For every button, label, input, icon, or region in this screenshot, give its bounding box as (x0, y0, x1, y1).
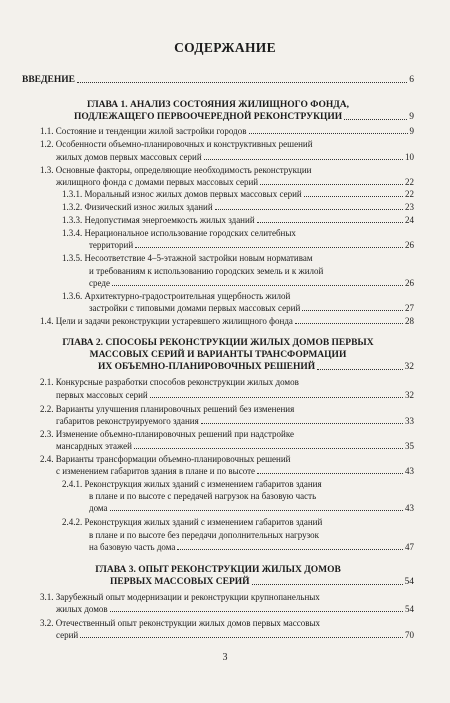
dot-leader (249, 132, 408, 134)
toc-entry-line (62, 215, 414, 225)
toc-entry-line (40, 316, 414, 326)
toc-entry-text: серий (56, 630, 79, 640)
toc-page-number: 26 (405, 240, 414, 250)
toc-page-number: 10 (405, 152, 414, 162)
toc-entry-text: 2.2. Варианты улучшения планировочных решений без изменения (40, 404, 295, 414)
toc-entry-text: 1.1. Состояние и тенденции жилой застройки городов (40, 126, 247, 136)
dot-leader (80, 636, 403, 638)
toc-entry-line (62, 517, 414, 527)
toc-page-number: 32 (404, 362, 414, 372)
dot-leader (317, 368, 402, 370)
toc-page-number: 43 (405, 466, 414, 476)
toc-page-number: 54 (405, 604, 414, 614)
toc-chapter-line (22, 565, 414, 575)
toc-chapter-line (22, 350, 414, 360)
toc-page-number: 28 (405, 316, 414, 326)
toc-page-number: 22 (405, 177, 414, 187)
toc-entry-text: 1.3.1. Моральный износ жилых домов первых массовых серий (62, 189, 302, 199)
toc-page-number: 54 (404, 577, 414, 587)
toc-entry-text: первых массовых серий (56, 390, 148, 400)
toc-entry-line (89, 266, 414, 276)
toc-entry-text: 1.3.3. Недопустимая энергоемкость жилых зданий (62, 215, 255, 225)
toc-page-number: 23 (405, 202, 414, 212)
toc-entry-text: 1.2. Особенности объемно-планировочных и конструктивных решений (40, 139, 313, 149)
toc-entry-text: жилых домов первых массовых серий (56, 152, 202, 162)
dot-leader (112, 284, 403, 286)
toc-entry-text: 2.4.2. Реконструкция жилых зданий с изменением габаритов зданий (62, 517, 323, 527)
toc-entry-line (40, 429, 414, 439)
toc-chapter-line (22, 75, 414, 85)
toc-entry-line (40, 454, 414, 464)
toc-entry-text: мансардных этажей (56, 441, 132, 451)
toc-chapter-line (74, 112, 414, 122)
dot-leader (295, 322, 403, 324)
toc-page-number: 24 (405, 215, 414, 225)
toc-entry-line (56, 152, 414, 162)
dot-leader (150, 396, 403, 398)
toc-chapter-line (22, 100, 414, 110)
toc-entry-line (56, 630, 414, 640)
toc-entry-text: 3.1. Зарубежный опыт модернизации и реконструкции крупнопанельных (40, 592, 320, 602)
toc-page-number: 27 (405, 303, 414, 313)
toc-page-number: 26 (405, 278, 414, 288)
toc-entry-text: жилых домов (56, 604, 108, 614)
dot-leader (201, 422, 403, 424)
toc-page-number: 22 (405, 189, 414, 199)
toc-entry-line (40, 139, 414, 149)
toc-entry-text: и требованиям к использованию городских земель и к жилой (89, 266, 324, 276)
toc-entry-text: ГЛАВА 3. ОПЫТ РЕКОНСТРУКЦИИ ЖИЛЫХ ДОМОВ (95, 565, 341, 575)
toc-entry-line (89, 542, 414, 552)
toc-entry-line (40, 404, 414, 414)
toc-entry-text: ИХ ОБЪЕМНО-ПЛАНИРОВОЧНЫХ РЕШЕНИЙ (98, 362, 316, 372)
toc-page-number: 9 (409, 126, 414, 136)
dot-leader (110, 610, 403, 612)
toc-entry-text: 2.3. Изменение объемно-планировочных решений при надстройке (40, 429, 294, 439)
toc-entry-line (62, 291, 414, 301)
toc-entry-line (89, 503, 414, 513)
toc-entry-text: ВВЕДЕНИЕ (22, 75, 75, 85)
toc-entry-text: жилищного фонда с домами первых массовых серий (56, 177, 259, 187)
toc-entry-line (89, 240, 414, 250)
toc-entry-line (62, 189, 414, 199)
toc-entry-text: дома (89, 503, 108, 513)
page-number: 3 (222, 652, 228, 663)
toc-entry-line (89, 491, 414, 501)
toc-page-number: 6 (409, 75, 414, 85)
toc-entry-line (89, 303, 414, 313)
toc-entry-line (62, 253, 414, 263)
toc-entry-text: среде (89, 278, 110, 288)
dot-leader (344, 118, 407, 120)
toc-entry-line (40, 592, 414, 602)
toc-entry-text: 2.4.1. Реконструкция жилых зданий с изменением габаритов здания (62, 479, 322, 489)
toc-chapter-line (98, 362, 414, 372)
toc-entry-line (40, 618, 414, 628)
toc-entry-text: ГЛАВА 2. СПОСОБЫ РЕКОНСТРУКЦИИ ЖИЛЫХ ДОМОВ ПЕРВЫХ (62, 338, 374, 348)
toc-entry-text: застройки с типовыми домами первых массовых серий (89, 303, 301, 313)
dot-leader (177, 548, 403, 550)
toc-entry-text: габаритов реконструируемого здания (56, 416, 199, 426)
toc-entry-line (56, 177, 414, 187)
dot-leader (77, 81, 407, 83)
toc-chapter-line (110, 577, 414, 587)
toc-page-number: 9 (409, 112, 414, 122)
toc-entry-line (40, 126, 414, 136)
toc-page-number: 47 (405, 542, 414, 552)
toc-entry-text: ПЕРВЫХ МАССОВЫХ СЕРИЙ (110, 577, 250, 587)
toc-entry-text: 1.3.6. Архитектурно-градостроительная ущербность жилой (62, 291, 291, 301)
toc-entry-text: территорий (89, 240, 134, 250)
toc-entry-text: на базовую часть дома (89, 542, 176, 552)
toc-page-number: 70 (405, 630, 414, 640)
toc-entry-text: в плане и по высоте с передачей нагрузок на базовую часть (89, 491, 317, 501)
dot-leader (215, 208, 403, 210)
toc-entry-line (40, 377, 414, 387)
toc-entry-line (56, 604, 414, 614)
toc-entry-text: МАССОВЫХ СЕРИЙ И ВАРИАНТЫ ТРАНСФОРМАЦИИ (89, 350, 347, 360)
dot-leader (134, 447, 403, 449)
toc-entry-text: с изменением габаритов здания в плане и по высоте (56, 466, 256, 476)
dot-leader (302, 309, 403, 311)
toc-entry-line (56, 390, 414, 400)
toc-entry-text: 2.1. Конкурсные разработки способов реконструкции жилых домов (40, 377, 299, 387)
toc-entry-text: 1.3.4. Нерациональное использование городских селитебных (62, 228, 296, 238)
toc-page-number: 35 (405, 441, 414, 451)
toc-entry-line (89, 530, 414, 540)
dot-leader (110, 509, 403, 511)
toc-entry-text: ПОДЛЕЖАЩЕГО ПЕРВООЧЕРЕДНОЙ РЕКОНСТРУКЦИИ (74, 112, 343, 122)
toc-entry-line (56, 441, 414, 451)
toc-entry-text: 3.2. Отечественный опыт реконструкции жилых домов первых массовых (40, 618, 321, 628)
dot-leader (304, 195, 403, 197)
toc-entry-text: в плане и по высоте без передачи дополнительных нагрузок (89, 530, 320, 540)
toc-page-number: 32 (405, 390, 414, 400)
dot-leader (257, 221, 403, 223)
toc-entry-line (62, 228, 414, 238)
toc-entry-text: 2.4. Варианты трансформации объемно-планировочных решений (40, 454, 291, 464)
dot-leader (204, 158, 403, 160)
toc-chapter-line (22, 338, 414, 348)
toc-entry-text: 1.3.2. Физический износ жилых зданий (62, 202, 213, 212)
toc-entry-line (40, 165, 414, 175)
toc-page-number: 33 (405, 416, 414, 426)
dot-leader (135, 246, 403, 248)
toc-entry-line (62, 479, 414, 489)
toc-entry-line (62, 202, 414, 212)
toc-entry-line (56, 466, 414, 476)
page-title: СОДЕРЖАНИЕ (174, 40, 276, 55)
dot-leader (257, 472, 403, 474)
toc-entry-text: 1.3. Основные факторы, определяющие необходимость реконструкции (40, 165, 312, 175)
toc-page-number: 43 (405, 503, 414, 513)
toc-entry-text: 1.4. Цели и задачи реконструкции устаревшего жилищного фонда (40, 316, 293, 326)
dot-leader (252, 583, 403, 585)
toc-entry-text: ГЛАВА 1. АНАЛИЗ СОСТОЯНИЯ ЖИЛИЩНОГО ФОНДА, (86, 100, 350, 110)
toc-entry-text: 1.3.5. Несоответствие 4–5-этажной застройки новым нормативам (62, 253, 313, 263)
dot-leader (260, 183, 403, 185)
toc-entry-line (89, 278, 414, 288)
toc-entry-line (56, 416, 414, 426)
